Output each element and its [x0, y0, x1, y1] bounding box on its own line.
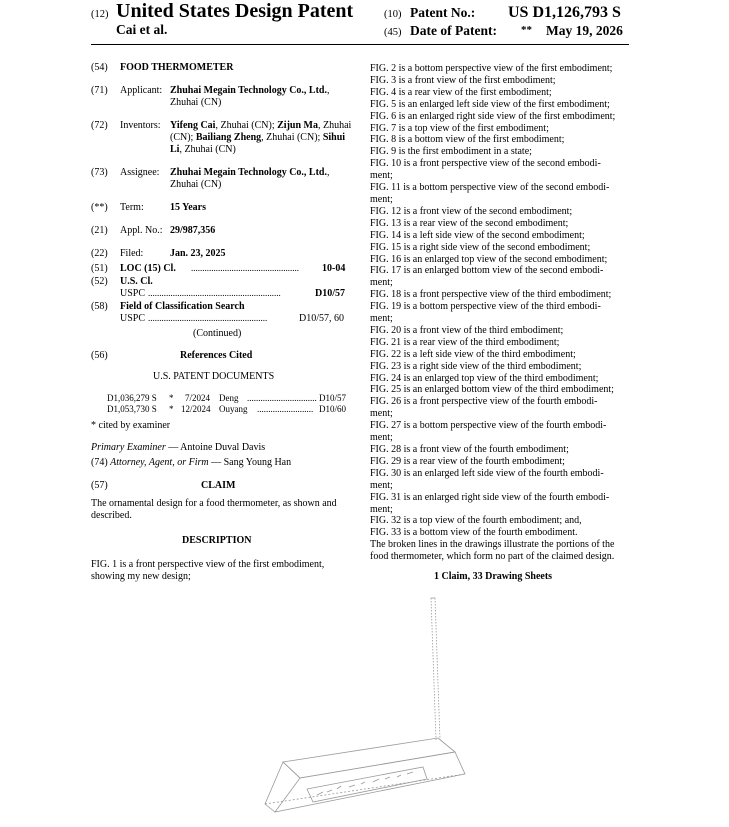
probe-shaft-left: [431, 598, 436, 740]
fig-line: FIG. 4 is a rear view of the first embodiment;: [370, 86, 552, 98]
appl-code: (21): [91, 225, 108, 236]
examiner-label: Primary Examiner: [91, 442, 166, 453]
fig-line: FIG. 29 is a rear view of the fourth embodiment;: [370, 455, 565, 467]
fig-line: FIG. 12 is a front view of the second embodiment;: [370, 205, 573, 217]
applicant-code: (71): [91, 85, 108, 96]
fig-line: FIG. 31 is an enlarged right side view of the fourth embodi-: [370, 491, 610, 503]
probe-shaft-right: [435, 598, 440, 740]
fig-line: ment;: [370, 408, 393, 420]
assignee-location: , Zhuhai (CN): [170, 167, 330, 190]
assignee-value: [170, 167, 350, 191]
primary-examiner: [91, 442, 265, 453]
patent-date: May 19, 2026: [546, 23, 623, 38]
header-rule: [91, 44, 629, 45]
thermometer-drawing: [255, 590, 495, 825]
body-ridge-right: [438, 738, 455, 752]
uscl-dots: ...........................................................: [148, 288, 281, 298]
inventor-3: Bailiang Zheng: [195, 132, 262, 143]
ref-number: D1,053,730 S: [107, 404, 157, 414]
filed-code: (22): [91, 248, 108, 259]
fig-line: FIG. 27 is a bottom perspective view of the fourth embodi-: [370, 420, 607, 432]
invention-title: FOOD THERMOMETER: [120, 62, 234, 73]
fig-line: FIG. 11 is a bottom perspective view of the second embodi-: [370, 182, 610, 194]
inventor-2: Zijun Ma: [277, 120, 318, 131]
body-front-face: [275, 752, 465, 812]
fig-line: FIG. 17 is an enlarged bottom view of the second embodi-: [370, 265, 604, 277]
search-sub: USPC: [120, 313, 146, 324]
code-12: (12): [91, 9, 109, 20]
loc-label: LOC (15) Cl.: [120, 263, 176, 274]
fig-line: ment;: [370, 170, 393, 182]
fig-line: FIG. 30 is an enlarged left side view of the fourth embodi-: [370, 467, 604, 479]
uscl-code: (52): [91, 276, 108, 287]
fig-line: FIG. 9 is the first embodiment in a state;: [370, 146, 532, 158]
fig-line: food thermometer, which form no part of the claimed design.: [370, 551, 615, 563]
fig-line: ment;: [370, 313, 393, 325]
fig-line: FIG. 22 is a left side view of the third embodiment;: [370, 348, 576, 360]
search-dots: .....................................................: [148, 313, 268, 323]
thermometer-outline: [265, 598, 465, 812]
code-10: (10): [384, 9, 402, 20]
figure-list: [370, 63, 632, 563]
body-base-line: [265, 774, 465, 804]
fig-line: FIG. 25 is an enlarged bottom view of the third embodiment;: [370, 384, 614, 396]
fig-line: ment;: [370, 479, 393, 491]
attorney-name: — Sang Young Han: [208, 457, 292, 468]
description-title: DESCRIPTION: [182, 535, 252, 546]
fig-line: ment;: [370, 193, 393, 205]
applicant-location: , Zhuhai (CN): [170, 85, 330, 108]
assignee-name: Zhuhai Megain Technology Co., Ltd.: [170, 167, 327, 178]
fig-line: FIG. 19 is a bottom perspective view of the third embodi-: [370, 301, 601, 313]
fig-line: FIG. 2 is a bottom perspective view of the first embodiment;: [370, 63, 613, 74]
loc-value: 10-04: [322, 263, 346, 274]
claims-summary: 1 Claim, 33 Drawing Sheets: [434, 571, 553, 582]
date-label: Date of Patent:: [410, 23, 497, 38]
fig-line: FIG. 24 is an enlarged top view of the third embodiment;: [370, 372, 599, 384]
ref-class: D10/60: [319, 404, 346, 414]
search-label: Field of Classification Search: [120, 301, 245, 312]
fig-line: FIG. 28 is a front view of the fourth embodiment;: [370, 444, 569, 455]
assignee-code: (73): [91, 167, 108, 178]
inventors-code: (72): [91, 120, 108, 131]
code-45: (45): [384, 27, 402, 38]
fig-line: FIG. 20 is a front view of the third embodiment;: [370, 324, 564, 336]
fig-line: FIG. 6 is an enlarged right side view of the first embodiment;: [370, 110, 616, 122]
refs-title: References Cited: [180, 350, 253, 361]
fig-line: FIG. 3 is a front view of the first embodiment;: [370, 74, 556, 86]
fig-line: FIG. 18 is a front perspective view of the third embodiment;: [370, 289, 612, 301]
inventors-short: Cai et al.: [116, 22, 168, 37]
term-value: 15 Years: [170, 202, 207, 213]
ref-number: D1,036,279 S: [107, 393, 157, 403]
uscl-label: U.S. Cl.: [120, 276, 153, 287]
fig-line: FIG. 33 is a bottom view of the fourth embodiment.: [370, 527, 578, 539]
claim-title: CLAIM: [201, 480, 236, 491]
inventors-label: Inventors:: [120, 120, 161, 131]
fig-line: FIG. 5 is an enlarged left side view of the first embodiment;: [370, 98, 610, 110]
inventor-2-loc: , Zhuhai (CN);: [170, 120, 352, 143]
body-ridge-left: [283, 762, 300, 778]
applicant-value: [170, 85, 350, 109]
loc-dots: ................................................: [191, 263, 299, 273]
applicant-name: Zhuhai Megain Technology Co., Ltd.: [170, 85, 327, 96]
refs-subtitle: U.S. PATENT DOCUMENTS: [153, 371, 275, 382]
search-continued: (Continued): [193, 328, 242, 339]
ref-dots: .........................: [257, 404, 314, 414]
fig-line: FIG. 26 is a front perspective view of the fourth embodi-: [370, 396, 598, 408]
cited-by-examiner: * cited by examiner: [91, 420, 171, 431]
ref-name: Deng: [219, 393, 239, 403]
date-marker: **: [521, 24, 532, 36]
refs-code: (56): [91, 350, 108, 361]
attorney-code: (74): [91, 457, 108, 468]
term-code: (**): [91, 202, 108, 213]
fig-line: FIG. 21 is a rear view of the third embodiment;: [370, 336, 560, 348]
fig-line: ment;: [370, 277, 393, 289]
display-area: [307, 767, 427, 802]
inventors-value: [170, 120, 352, 156]
attorney-label: Attorney, Agent, or Firm: [110, 457, 209, 468]
ref-date: 12/2024: [181, 404, 211, 414]
patent-number: US D1,126,793 S: [508, 4, 621, 21]
fig-line: ment;: [370, 432, 393, 444]
appl-label: Appl. No.:: [120, 225, 163, 236]
ref-class: D10/57: [319, 393, 346, 403]
filed-value: Jan. 23, 2025: [170, 248, 226, 259]
ref-star: *: [169, 393, 174, 403]
fig-line: FIG. 14 is a left side view of the second embodiment;: [370, 229, 585, 241]
body-top-face: [283, 738, 455, 778]
fig-line: ment;: [370, 503, 393, 515]
uscl-value: D10/57: [315, 288, 345, 299]
fig-line: FIG. 10 is a front perspective view of the second embodi-: [370, 158, 601, 170]
term-label: Term:: [120, 202, 144, 213]
attorney: [91, 457, 291, 468]
loc-code: (51): [91, 263, 108, 274]
filed-label: Filed:: [120, 248, 144, 259]
inventor-1: Yifeng Cai: [170, 120, 216, 131]
claim-code: (57): [91, 480, 108, 491]
fig-line: FIG. 7 is a top view of the first embodiment;: [370, 122, 549, 134]
inventor-4-loc: , Zhuhai (CN): [179, 144, 236, 155]
appl-value: 29/987,356: [170, 225, 216, 236]
ref-star: *: [169, 404, 174, 414]
claim-text: The ornamental design for a food thermometer, as shown and described.: [91, 498, 337, 521]
ref-dots: ...............................: [247, 393, 317, 403]
fig-line: FIG. 8 is a bottom view of the first embodiment;: [370, 134, 565, 146]
ref-date: 7/2024: [185, 393, 211, 403]
search-code: (58): [91, 301, 108, 312]
fig-line: FIG. 15 is a right side view of the second embodiment;: [370, 241, 591, 253]
applicant-label: Applicant:: [120, 85, 163, 96]
fig-line: FIG. 23 is a right side view of the third embodiment;: [370, 360, 582, 372]
inventor-4: Sihui Li: [170, 132, 346, 155]
uscl-sub: USPC: [120, 288, 146, 299]
patent-title: United States Design Patent: [116, 0, 354, 22]
patent-no-label: Patent No.:: [410, 5, 476, 20]
title-code: (54): [91, 62, 108, 73]
fig-line: FIG. 13 is a rear view of the second embodiment;: [370, 217, 569, 229]
inventor-3-loc: , Zhuhai (CN);: [261, 132, 323, 143]
fig-line: FIG. 16 is an enlarged top view of the second embodiment;: [370, 253, 608, 265]
fig-line: FIG. 32 is a top view of the fourth embodiment; and,: [370, 515, 582, 527]
inventor-1-loc: , Zhuhai (CN);: [215, 120, 278, 131]
ref-name: Ouyang: [219, 404, 248, 414]
examiner-name: — Antoine Duval Davis: [165, 442, 266, 453]
search-value: D10/57, 60: [299, 313, 344, 324]
description-fig1: FIG. 1 is a front perspective view of the first embodiment, showing my new design;: [91, 559, 325, 582]
fig-line: The broken lines in the drawings illustrate the portions of the: [370, 539, 615, 551]
assignee-label: Assignee:: [120, 167, 160, 178]
